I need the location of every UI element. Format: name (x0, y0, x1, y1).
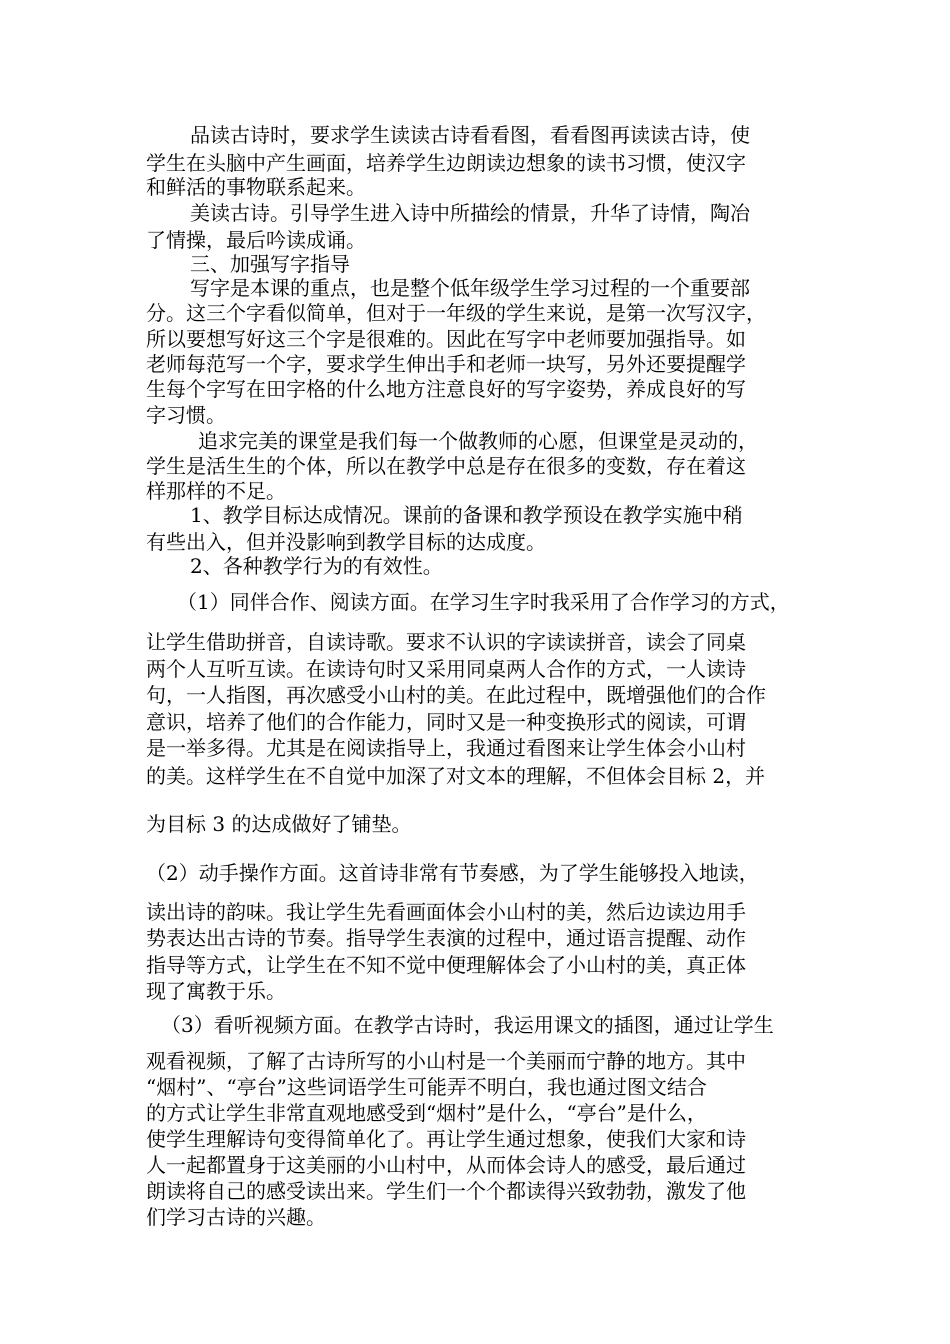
paragraph-line: 生每个字写在田字格的什么地方注意良好的写字姿势，养成良好的写 (146, 377, 746, 401)
paragraph-line: 所以要想写好这三个字是很难的。因此在写字中老师要加强指导。如 (146, 327, 746, 351)
paragraph-line: （3）看听视频方面。在教学古诗时，我运用课文的插图，通过让学生 (161, 1013, 774, 1037)
paragraph-line: 的方式让学生非常直观地感受到“烟村”是什么，“亭台”是什么， (146, 1101, 707, 1125)
paragraph-line: 两个人互听互读。在读诗句时又采用同桌两人合作的方式，一人读诗 (146, 657, 746, 681)
paragraph-line: 的美。这样学生在不自觉中加深了对文本的理解，不但体会目标 2，并 (146, 764, 766, 788)
paragraph-line: 句，一人指图，再次感受小山村的美。在此过程中，既增强他们的合作 (146, 683, 766, 707)
paragraph-line: 是一举多得。尤其是在阅读指导上，我通过看图来让学生体会小山村 (146, 736, 746, 760)
paragraph-line: 们学习古诗的兴趣。 (146, 1205, 326, 1229)
paragraph-line: 为目标 3 的达成做好了铺垫。 (146, 812, 412, 836)
paragraph-line: 品读古诗时，要求学生读读古诗看看图，看看图再读读古诗，使 (190, 123, 750, 147)
paragraph-line: 写字是本课的重点，也是整个低年级学生学习过程的一个重要部 (190, 276, 750, 300)
paragraph-line: 1、教学目标达成情况。课前的备课和教学预设在教学实施中稍 (190, 503, 743, 527)
paragraph-line: 美读古诗。引导学生进入诗中所描绘的情景，升华了诗情，陶冶 (190, 201, 750, 225)
paragraph-line: 读出诗的韵味。我让学生先看画面体会小山村的美，然后边读边用手 (146, 900, 746, 924)
paragraph-line: 人一起都置身于这美丽的小山村中，从而体会诗人的感受，最后通过 (146, 1153, 746, 1177)
paragraph-line: 老师每范写一个字，要求学生伸出手和老师一块写，另外还要提醒学 (146, 352, 746, 376)
paragraph-line: 现了寓教于乐。 (146, 979, 286, 1003)
paragraph-line: 朗读将自己的感受读出来。学生们一个个都读得兴致勃勃，激发了他 (146, 1179, 746, 1203)
paragraph-line: 学生是活生生的个体，所以在教学中总是存在很多的变数，存在着这 (146, 454, 746, 478)
paragraph-line: 让学生借助拼音，自读诗歌。要求不认识的字读读拼音，读会了同桌 (146, 630, 746, 654)
paragraph-line: 分。这三个字看似简单，但对于一年级的学生来说，是第一次写汉字， (146, 301, 766, 325)
paragraph-line: 有些出入，但并没影响到教学目标的达成度。 (146, 530, 546, 554)
paragraph-line: “烟村”、“亭台”这些词语学生可能弄不明白，我也通过图文结合 (146, 1075, 707, 1099)
paragraph-line: 样那样的不足。 (146, 479, 286, 503)
paragraph-line: 指导等方式，让学生在不知不觉中便理解体会了小山村的美，真正体 (146, 953, 746, 977)
paragraph-line: 观看视频，了解了古诗所写的小山村是一个美丽而宁静的地方。其中 (146, 1049, 746, 1073)
paragraph-line: 意识，培养了他们的合作能力，同时又是一种变换形式的阅读，可谓 (146, 710, 746, 734)
paragraph-line: 使学生理解诗句变得简单化了。再让学生通过想象，使我们大家和诗 (146, 1127, 746, 1151)
paragraph-line: （1）同伴合作、阅读方面。在学习生字时我采用了合作学习的方式， (177, 590, 790, 614)
paragraph-line: 字习惯。 (146, 403, 226, 427)
paragraph-line: 和鲜活的事物联系起来。 (146, 175, 366, 199)
paragraph-line: 势表达出古诗的节奏。指导学生表演的过程中，通过语言提醒、动作 (146, 926, 746, 950)
paragraph-line: 学生在头脑中产生画面，培养学生边朗读边想象的读书习惯，使汉字 (146, 151, 746, 175)
paragraph-line: 2、各种教学行为的有效性。 (190, 554, 443, 578)
section-heading: 三、加强写字指导 (190, 252, 350, 276)
paragraph-line: （2）动手操作方面。这首诗非常有节奏感，为了学生能够投入地读， (146, 861, 759, 885)
paragraph-line: 追求完美的课堂是我们每一个做教师的心愿，但课堂是灵动的， (198, 429, 758, 453)
paragraph-line: 了情操，最后吟读成诵。 (146, 228, 366, 252)
